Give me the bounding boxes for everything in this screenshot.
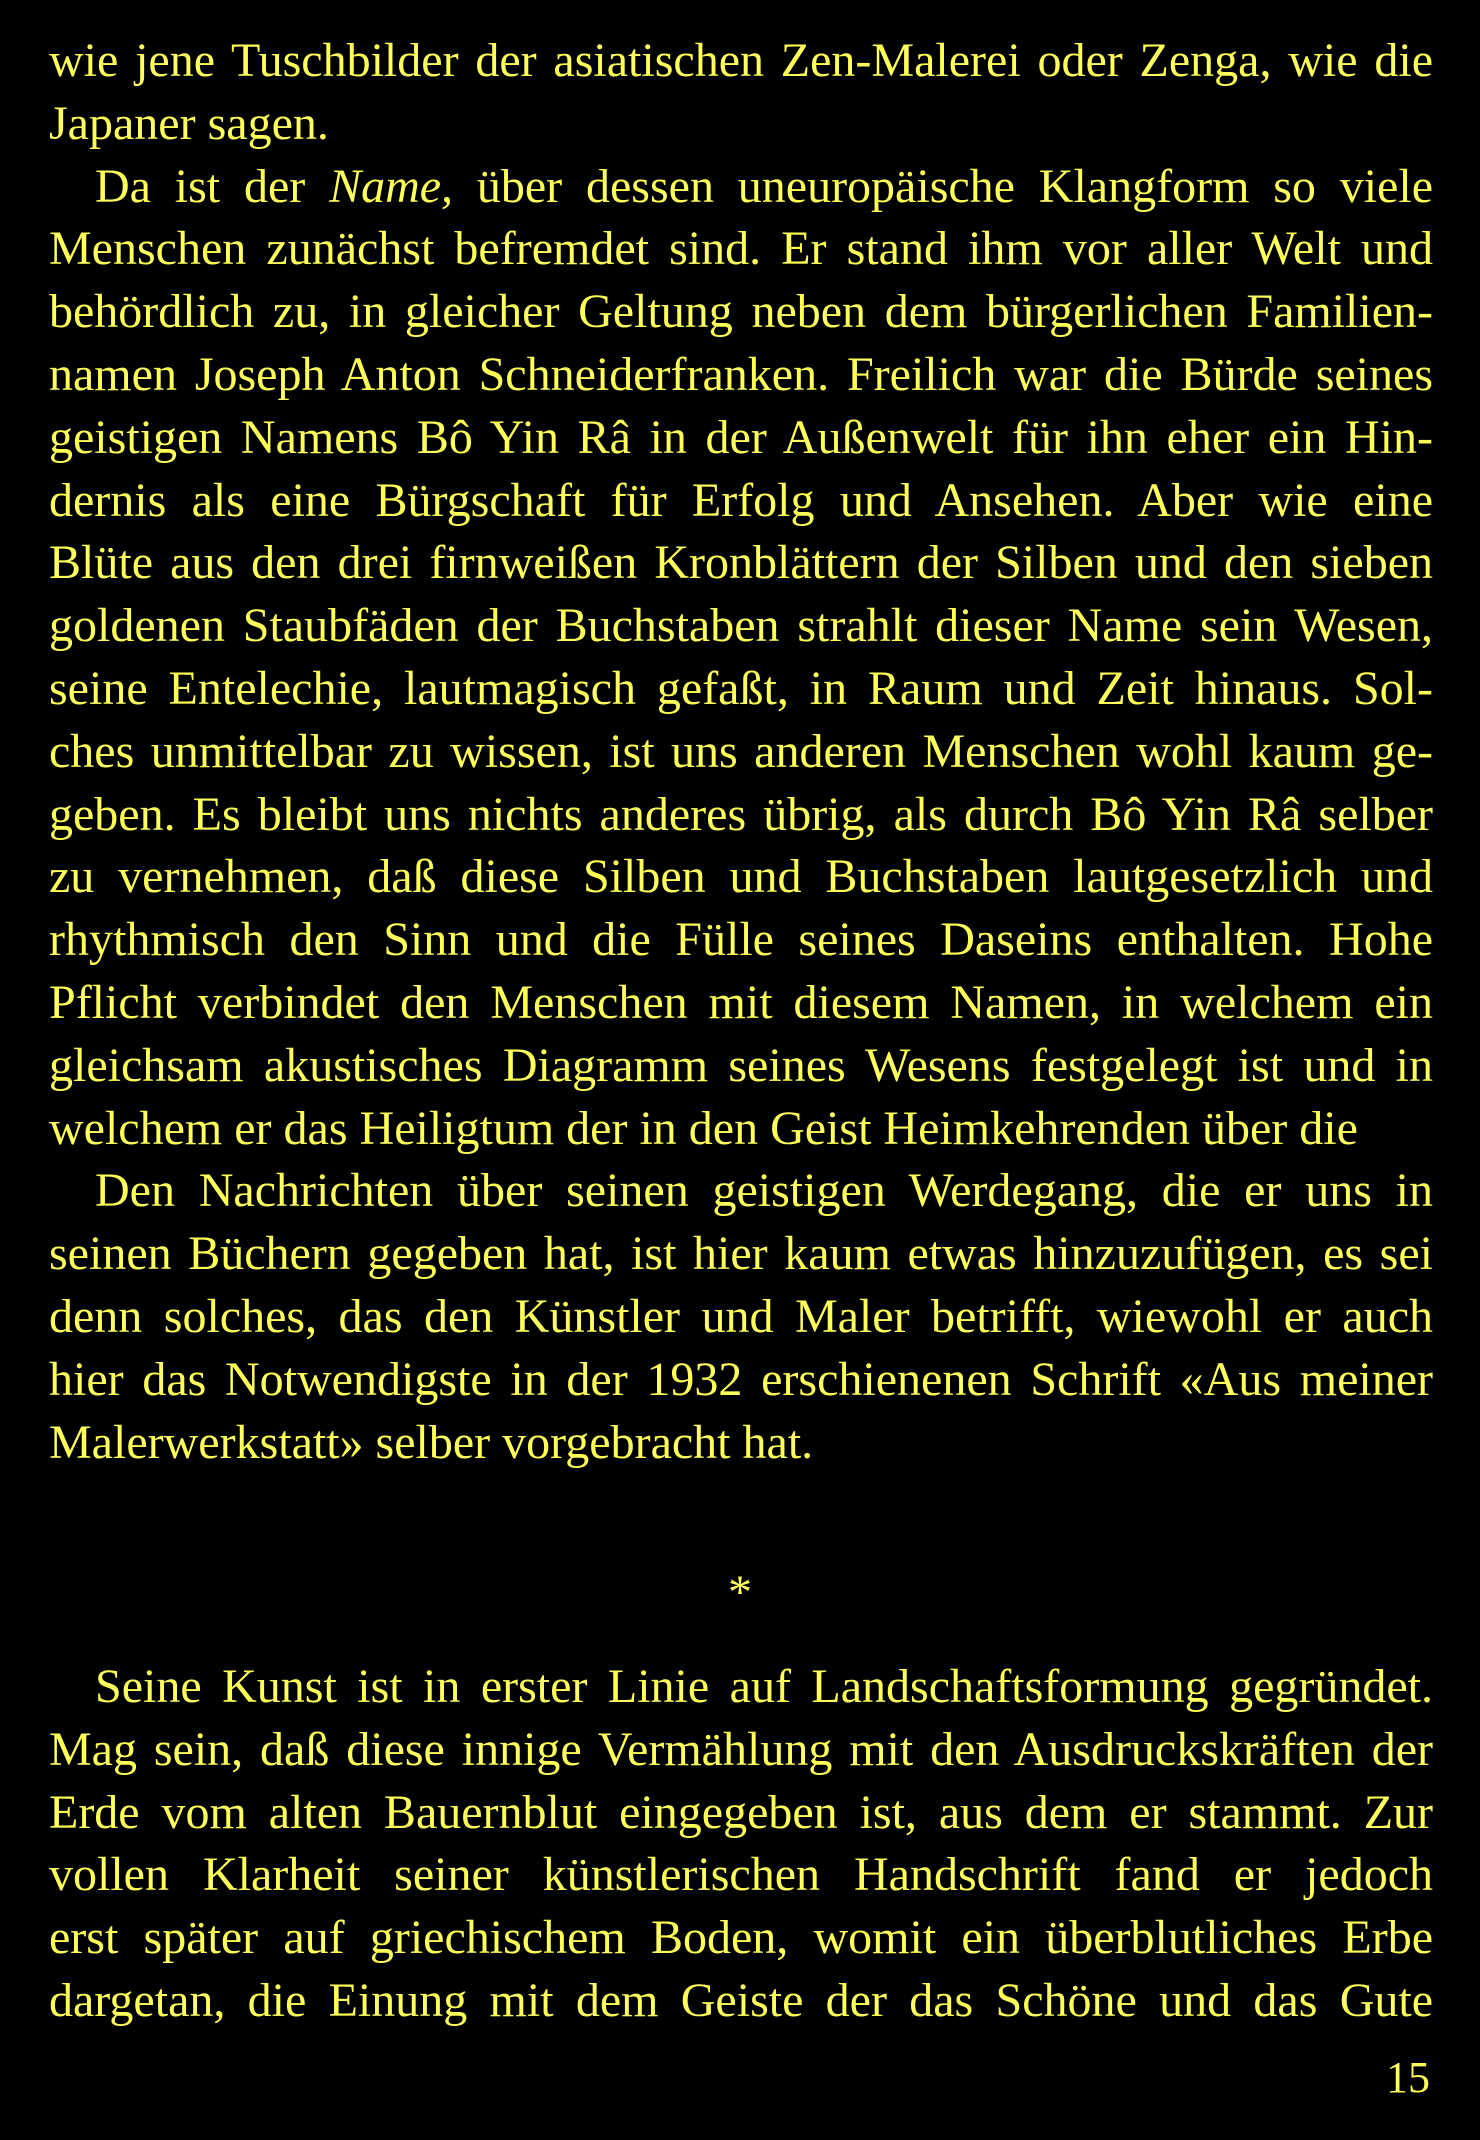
text-line: behördlich zu, in gleicher Geltung neben dem bürgerlichen Familien- — [49, 285, 1433, 339]
text-line: Menschen zunächst befremdet sind. Er stand ihm vor aller Welt und — [49, 222, 1433, 276]
main-text-upper — [49, 30, 1433, 1474]
text-line: Erde vom alten Bauernblut eingegeben ist, aus dem er stammt. Zur — [49, 1785, 1433, 1839]
text-line: Mag sein, daß diese innige Vermählung mit den Ausdruckskräften der — [49, 1722, 1433, 1776]
text-line: erst später auf griechischem Boden, womit ein überblutliches Erbe — [49, 1911, 1433, 1965]
text-line: Seine Kunst ist in erster Linie auf Landschaftsformung gegründet. — [95, 1660, 1433, 1713]
text-line: wie jene Tuschbilder der asiatischen Zen-Malerei oder Zenga, wie die — [49, 34, 1433, 87]
text-line: seinen Büchern gegeben hat, ist hier kaum etwas hinzuzufügen, es sei — [49, 1227, 1433, 1281]
text-line: seine Entelechie, lautmagisch gefaßt, in Raum und Zeit hinaus. Sol- — [49, 661, 1433, 715]
text-line: Malerwerkstatt» selber vorgebracht hat. — [49, 1415, 814, 1469]
text-line: zu vernehmen, daß diese Silben und Buchstaben lautgesetzlich und — [49, 850, 1433, 904]
text-line: dernis als eine Bürgschaft für Erfolg und Ansehen. Aber wie eine — [49, 473, 1433, 527]
text-line: hier das Notwendigste in der 1932 erschienenen Schrift «Aus meiner — [49, 1352, 1433, 1406]
text-line: rhythmisch den Sinn und die Fülle seines Daseins enthalten. Hohe — [49, 913, 1433, 967]
main-text-lower — [49, 1656, 1433, 2033]
text-line: Japaner sagen. — [49, 96, 329, 150]
text-line: Pflicht verbindet den Menschen mit diesem Namen, in welchem ein — [49, 975, 1433, 1029]
text-line: welchem er das Heiligtum der in den Geist Heimkehrenden über die — [49, 1101, 1358, 1155]
text-line: geben. Es bleibt uns nichts anderes übrig, als durch Bô Yin Râ selber — [49, 787, 1433, 841]
text-line: gleichsam akustisches Diagramm seines Wesens festgelegt ist und in — [49, 1038, 1433, 1092]
text-fragment: Da ist der — [95, 159, 330, 213]
text-line: Blüte aus den drei firnweißen Kronblättern der Silben und den sieben — [49, 536, 1433, 590]
text-line: ches unmittelbar zu wissen, ist uns anderen Menschen wohl kaum ge- — [49, 724, 1433, 778]
text-line: denn solches, das den Künstler und Maler betrifft, wiewohl er auch — [49, 1289, 1433, 1343]
italic-word: Name, — [329, 159, 454, 213]
text-line: Den Nachrichten über seinen geistigen Werdegang, die er uns in — [95, 1164, 1433, 1218]
section-separator: * — [728, 1566, 752, 1619]
text-line: goldenen Staubfäden der Buchstaben strahlt dieser Name sein Wesen, — [49, 599, 1433, 653]
page-number: 15 — [1386, 2053, 1430, 2102]
text-line: dargetan, die Einung mit dem Geiste der das Schöne und das Gute — [49, 1973, 1433, 2027]
text-line: geistigen Namens Bô Yin Râ in der Außenwelt für ihn eher ein Hin- — [49, 410, 1433, 464]
text-line — [49, 156, 1433, 219]
text-fragment: über dessen uneuropäische Klangform so viele — [453, 159, 1433, 213]
text-line: vollen Klarheit seiner künstlerischen Handschrift fand er jedoch — [49, 1848, 1433, 1902]
text-line: namen Joseph Anton Schneiderfranken. Freilich war die Bürde seines — [49, 347, 1433, 401]
